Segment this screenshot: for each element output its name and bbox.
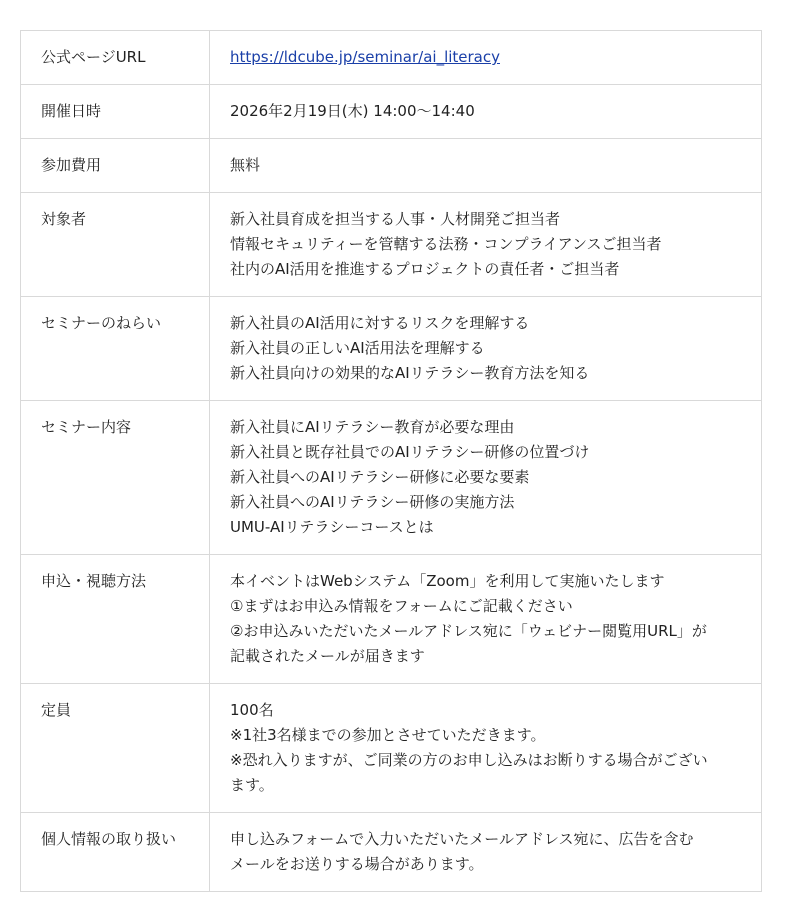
- value-line: 本イベントはWebシステム「Zoom」を利用して実施いたします: [230, 572, 665, 590]
- value-line: 100名: [230, 701, 274, 719]
- row-value: [210, 193, 762, 297]
- value-line: 社内のAI活用を推進するプロジェクトの責任者・ご担当者: [230, 260, 620, 278]
- value-line: 新入社員の正しいAI活用法を理解する: [230, 339, 485, 357]
- row-value: [210, 31, 762, 85]
- value-line: ※恐れ入りますが、ご同業の方のお申し込みはお断りする場合がござい: [230, 751, 708, 769]
- value-line: 新入社員へのAIリテラシー研修の実施方法: [230, 493, 515, 511]
- seminar-info-table: [20, 30, 762, 892]
- value-line: ます。: [230, 776, 274, 794]
- row-label: セミナー内容: [21, 401, 210, 555]
- table-row: [21, 193, 762, 297]
- row-label: 公式ページURL: [21, 31, 210, 85]
- value-line: 記載されたメールが届きます: [230, 647, 425, 665]
- row-label: 対象者: [21, 193, 210, 297]
- value-line: 新入社員向けの効果的なAIリテラシー教育方法を知る: [230, 364, 590, 382]
- value-line: 新入社員と既存社員でのAIリテラシー研修の位置づけ: [230, 443, 590, 461]
- table-row: [21, 297, 762, 401]
- table-row: [21, 401, 762, 555]
- row-label: 定員: [21, 684, 210, 813]
- row-value: [210, 813, 762, 892]
- row-value: [210, 139, 762, 193]
- table-row: [21, 684, 762, 813]
- row-value: [210, 297, 762, 401]
- table-row: [21, 139, 762, 193]
- row-value: [210, 401, 762, 555]
- row-value: [210, 684, 762, 813]
- value-line: ①まずはお申込み情報をフォームにご記載ください: [230, 597, 573, 615]
- row-label: セミナーのねらい: [21, 297, 210, 401]
- row-label: 申込・視聴方法: [21, 555, 210, 684]
- value-line: UMU-AIリテラシーコースとは: [230, 518, 434, 536]
- value-line: メールをお送りする場合があります。: [230, 855, 484, 873]
- value-line: 申し込みフォームで入力いただいたメールアドレス宛に、広告を含む: [230, 830, 694, 848]
- row-value: [210, 85, 762, 139]
- row-value: [210, 555, 762, 684]
- value-line: ※1社3名様までの参加とさせていただきます。: [230, 726, 546, 744]
- table-row: [21, 85, 762, 139]
- value-line: 新入社員にAIリテラシー教育が必要な理由: [230, 418, 515, 436]
- table-row: [21, 555, 762, 684]
- row-label: 開催日時: [21, 85, 210, 139]
- official-page-link[interactable]: https://ldcube.jp/seminar/ai_literacy: [230, 48, 500, 66]
- value-line: 新入社員のAI活用に対するリスクを理解する: [230, 314, 530, 332]
- value-line: ②お申込みいただいたメールアドレス宛に「ウェビナー閲覧用URL」が: [230, 622, 707, 640]
- value-line: 無料: [230, 156, 261, 174]
- value-line: 情報セキュリティーを管轄する法務・コンプライアンスご担当者: [230, 235, 662, 253]
- table-row: [21, 813, 762, 892]
- row-label: 参加費用: [21, 139, 210, 193]
- value-line: 2026年2月19日(木) 14:00〜14:40: [230, 102, 475, 120]
- value-line: 新入社員へのAIリテラシー研修に必要な要素: [230, 468, 530, 486]
- row-label: 個人情報の取り扱い: [21, 813, 210, 892]
- value-line: 新入社員育成を担当する人事・人材開発ご担当者: [230, 210, 561, 228]
- table-row: [21, 31, 762, 85]
